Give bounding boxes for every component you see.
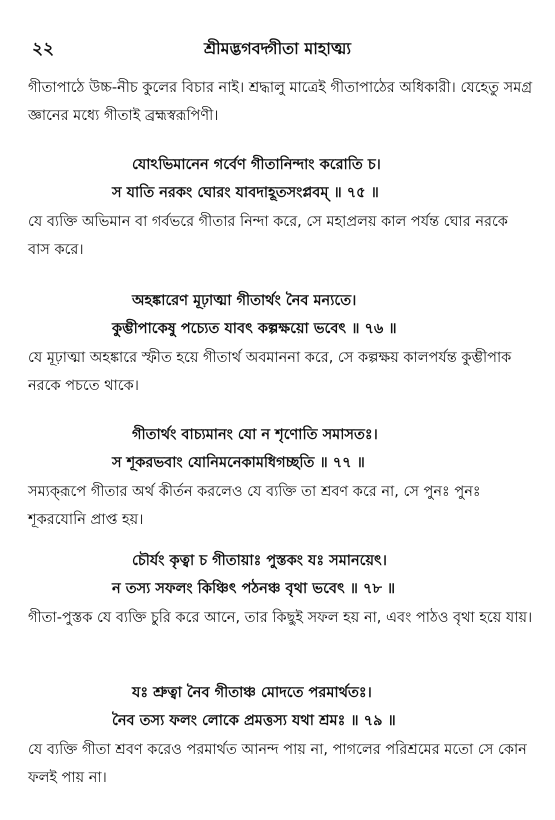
intro-paragraph: গীতাপাঠে উচ্চ-নীচ কুলের বিচার নাই। শ্রদ্ধালু মাত্রেই গীতাপাঠের অধিকারী। যেহেতু সমগ্র জ্ঞানের মধ্যে গীতাই ব্রহ্মস্বরূপিণী। <box>28 80 533 124</box>
page-header <box>22 36 533 60</box>
page-number: ২২ <box>32 39 55 59</box>
verse-78-line-2: ন তস্য সফলং কিঞ্চিৎ পঠনঞ্চ বৃথা ভবেৎ ॥ ৭৮ ॥ <box>112 581 396 597</box>
verse-77-line-1: গীতার্থং বাচ্যমানং যো ন শৃণোতি সমাসতঃ। <box>132 427 378 443</box>
verse-79-translation: যে ব্যক্তি গীতা শ্রবণ করেও পরমার্থত আনন্দ পায় না, পাগলের পরিশ্রমের মতো সে কোন ফলই পায় না। <box>28 742 527 786</box>
verse-78-translation: গীতা-পুস্তক যে ব্যক্তি চুরি করে আনে, তার কিছুই সফল হয় না, এবং পাঠও বৃথা হয়ে যায়। <box>28 610 533 626</box>
verse-75-translation: যে ব্যক্তি অভিমান বা গর্বভরে গীতার নিন্দা করে, সে মহাপ্রলয় কাল পর্যন্ত ঘোর নরকে বাস করে। <box>28 214 508 258</box>
verse-77-line-2: স শূকরভবাং যোনিমনেকামধিগচ্ছতি ॥ ৭৭ ॥ <box>112 455 365 471</box>
verse-78-line-1: চৌর্যং কৃত্বা চ গীতায়াঃ পুস্তকং যঃ সমানয়েৎ। <box>132 553 387 569</box>
verse-76-translation: যে মূঢ়াত্মা অহঙ্কারে স্ফীত হয়ে গীতার্থ অবমাননা করে, সে কল্পক্ষয় কালপর্যন্ত কুম্ভীপাক নরকে পচতে থাকে। <box>28 350 512 394</box>
verse-77-translation: সম্যক্‌রূপে গীতার অর্থ কীর্তন করলেও যে ব্যক্তি তা শ্রবণ করে না, সে পুনঃ পুনঃ শূকরযোনি প্রাপ্ত হয়। <box>28 484 481 528</box>
running-title: শ্রীমদ্ভগবদ্গীতা মাহাত্ম্য <box>203 39 352 58</box>
verse-76-line-1: অহঙ্কারেণ মূঢ়াত্মা গীতার্থং নৈব মন্যতে। <box>132 293 357 309</box>
verse-76-line-2: কুম্ভীপাকেষু পচ্যেত যাবৎ কল্পক্ষয়ো ভবেৎ ॥ ৭৬ ॥ <box>112 321 397 337</box>
verse-79-line-1: যঃ শ্রুত্বা নৈব গীতাঞ্চ মোদতে পরমার্থতঃ। <box>132 685 372 701</box>
verse-79-line-2: নৈব তস্য ফলং লোকে প্রমত্তস্য যথা শ্রমঃ ॥ ৭৯ ॥ <box>112 713 396 729</box>
verse-75-line-1: যোঽভিমানেন গর্বেণ গীতানিন্দাং করোতি চ। <box>132 157 381 173</box>
verse-75-line-2: স যাতি নরকং ঘোরং যাবদাহূতসংপ্লবম্ ॥ ৭৫ ॥ <box>112 185 379 201</box>
